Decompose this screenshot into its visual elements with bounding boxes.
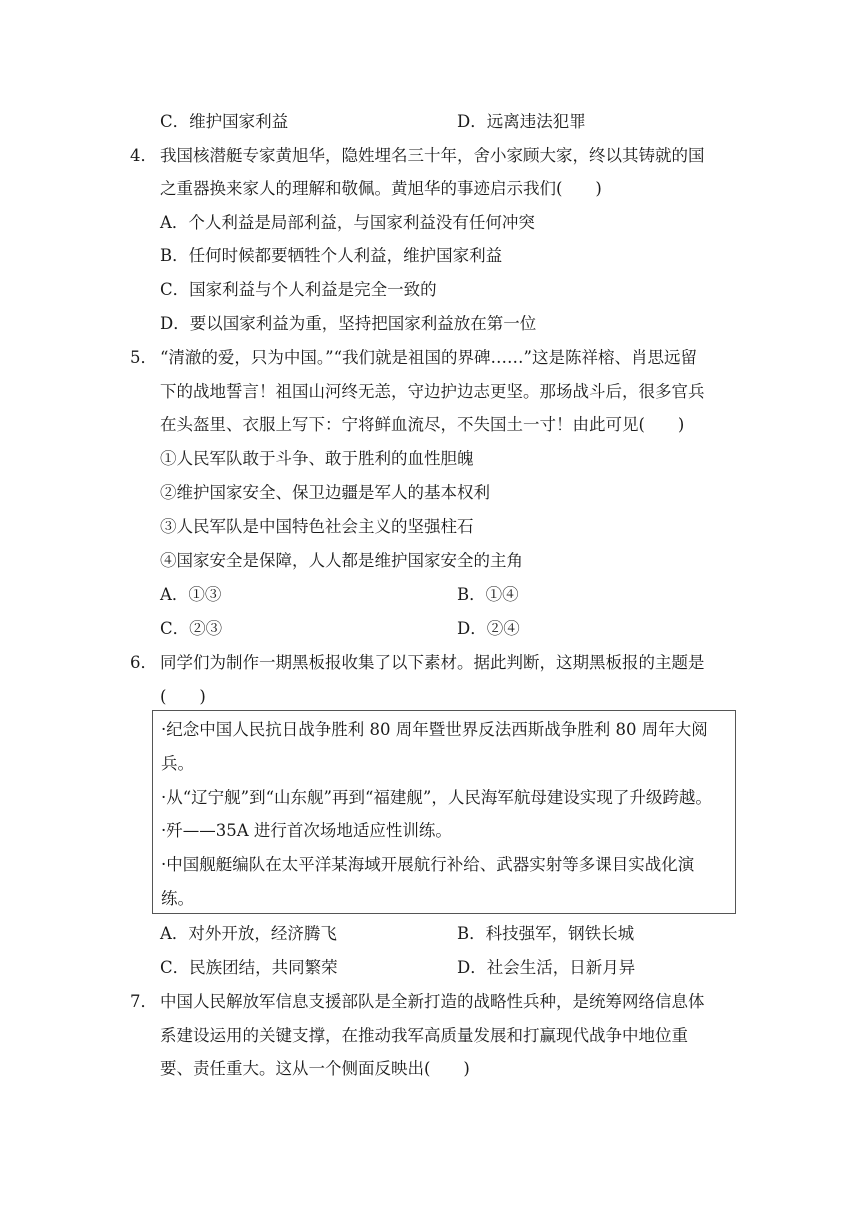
q6-option-d: D．社会生活，日新月异 bbox=[457, 958, 636, 977]
q4-option-c: C．国家利益与个人利益是完全一致的 bbox=[160, 280, 437, 299]
q5-number: 5． bbox=[130, 348, 157, 367]
q5-stem-line-2: 下的战地誓言！祖国山河终无恙，守边护边志更坚。那场战斗后，很多官兵 bbox=[160, 382, 705, 401]
q7-stem-line-2: 系建设运用的关键支撑，在推动我军高质量发展和打赢现代战争中地位重 bbox=[160, 1026, 688, 1045]
q5-statement-4: ④国家安全是保障，人人都是维护国家安全的主角 bbox=[160, 551, 523, 570]
q6-material-box bbox=[152, 710, 736, 914]
q6-stem-line-2: ( ) bbox=[160, 687, 206, 706]
q5-option-a: A．①③ bbox=[160, 585, 222, 604]
q6-material-line-3: ·从“辽宁舰”到“山东舰”再到“福建舰”，人民海军航母建设实现了升级跨越。 bbox=[161, 788, 712, 807]
q4-number: 4． bbox=[130, 146, 157, 165]
q7-stem-line-1: 中国人民解放军信息支援部队是全新打造的战略性兵种，是统筹网络信息体 bbox=[160, 992, 705, 1011]
q5-option-d: D．②④ bbox=[457, 619, 520, 638]
q4-option-a: A．个人利益是局部利益，与国家利益没有任何冲突 bbox=[160, 213, 535, 232]
q5-statement-1: ①人民军队敢于斗争、敢于胜利的血性胆魄 bbox=[160, 449, 474, 468]
q4-option-b: B．任何时候都要牺牲个人利益，维护国家利益 bbox=[160, 246, 503, 265]
q6-material-line-2: 兵。 bbox=[161, 754, 194, 773]
q7-stem-line-3: 要、责任重大。这从一个侧面反映出( ) bbox=[160, 1059, 470, 1078]
q5-statement-3: ③人民军队是中国特色社会主义的坚强柱石 bbox=[160, 517, 474, 536]
q6-option-c: C．民族团结，共同繁荣 bbox=[160, 958, 338, 977]
q6-material-line-4: ·歼——35A 进行首次场地适应性训练。 bbox=[161, 821, 452, 840]
q6-option-a: A．对外开放，经济腾飞 bbox=[160, 924, 337, 943]
q5-option-b: B．①④ bbox=[457, 585, 519, 604]
q6-material-line-5: ·中国舰艇编队在太平洋某海域开展航行补给、武器实射等多课目实战化演 bbox=[161, 855, 695, 874]
q3-option-c: C．维护国家利益 bbox=[160, 112, 289, 131]
q7-number: 7． bbox=[130, 992, 157, 1011]
q4-option-d: D．要以国家利益为重，坚持把国家利益放在第一位 bbox=[160, 314, 537, 333]
q4-stem-line-1: 我国核潜艇专家黄旭华，隐姓埋名三十年，舍小家顾大家，终以其铸就的国 bbox=[160, 146, 705, 165]
q6-number: 6． bbox=[130, 653, 157, 672]
q6-material-line-6: 练。 bbox=[161, 889, 194, 908]
q5-stem-line-3: 在头盔里、衣服上写下：宁将鲜血流尽，不失国土一寸！由此可见( ) bbox=[160, 415, 685, 434]
q3-option-d: D．远离违法犯罪 bbox=[457, 112, 586, 131]
q4-stem-line-2: 之重器换来家人的理解和敬佩。黄旭华的事迹启示我们( ) bbox=[160, 179, 602, 198]
q6-material-line-1: ·纪念中国人民抗日战争胜利 80 周年暨世界反法西斯战争胜利 80 周年大阅 bbox=[161, 720, 708, 739]
q5-stem-line-1: “清澈的爱，只为中国。”“我们就是祖国的界碑……”这是陈祥榕、肖思远留 bbox=[160, 348, 697, 367]
q5-option-c: C．②③ bbox=[160, 619, 223, 638]
q6-stem-line-1: 同学们为制作一期黑板报收集了以下素材。据此判断，这期黑板报的主题是 bbox=[160, 653, 705, 672]
q6-option-b: B．科技强军，钢铁长城 bbox=[457, 924, 635, 943]
q5-statement-2: ②维护国家安全、保卫边疆是军人的基本权利 bbox=[160, 483, 490, 502]
